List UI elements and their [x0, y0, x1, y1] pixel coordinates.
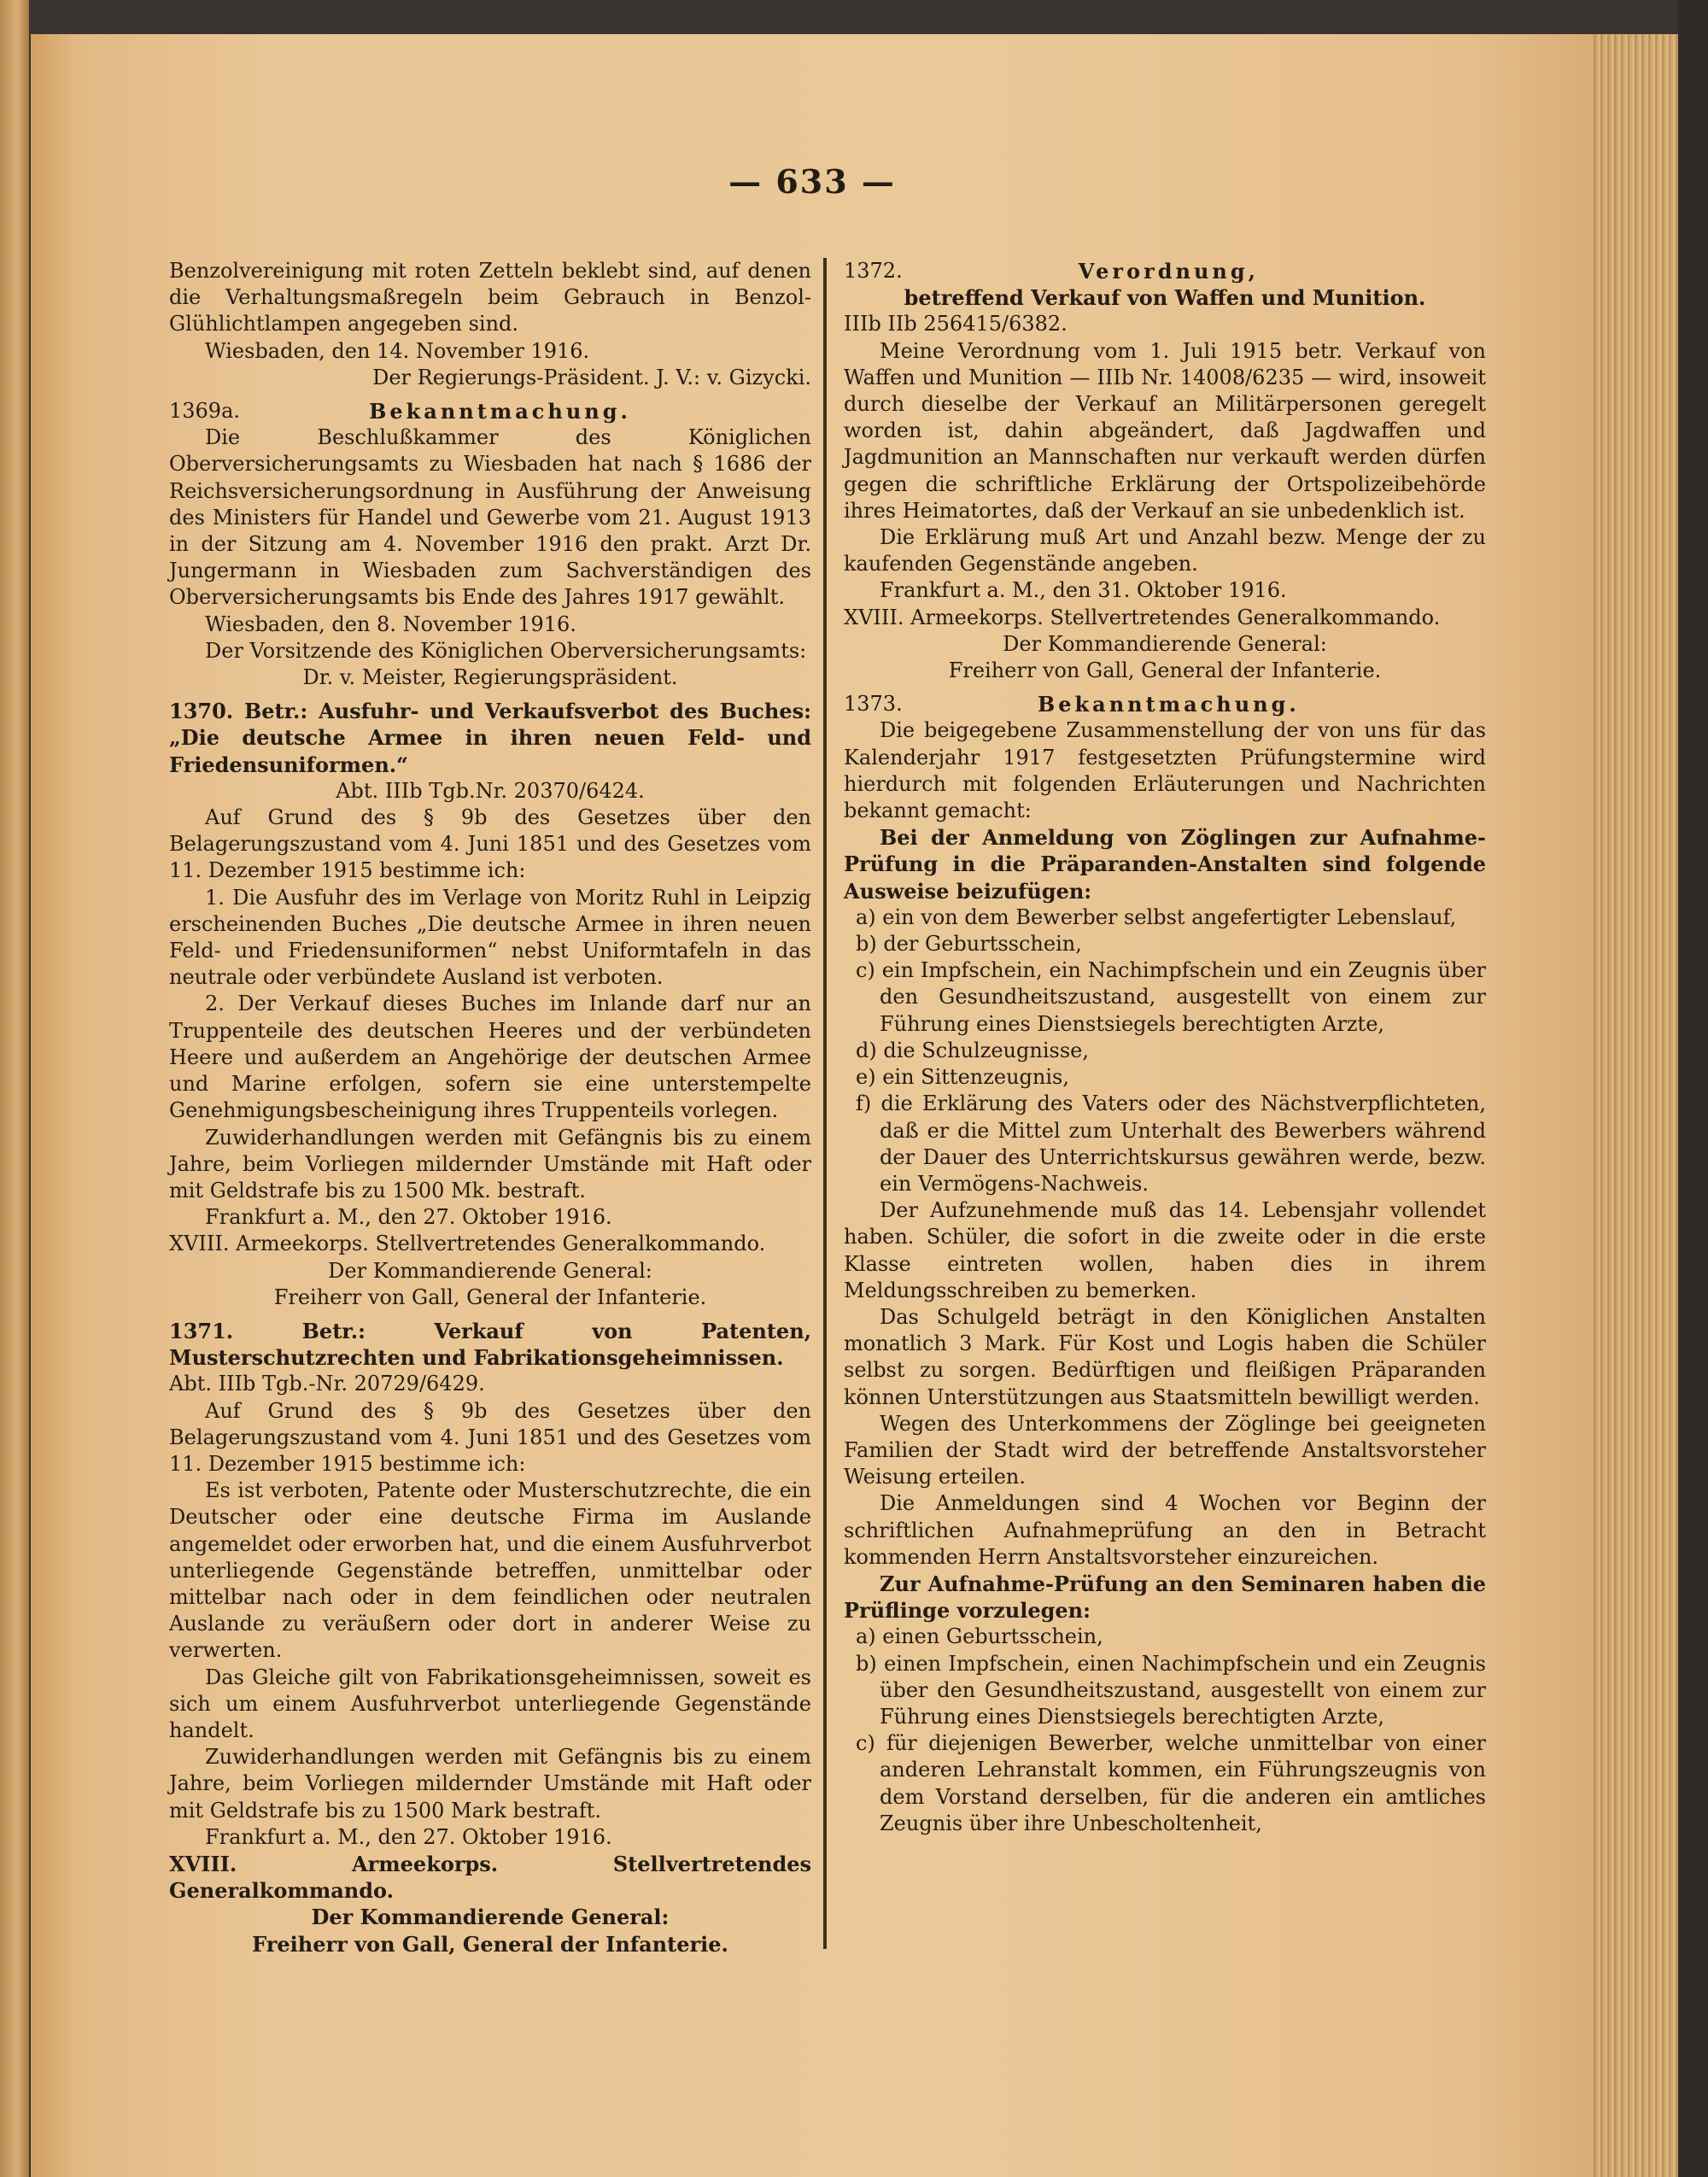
intro-signature: Der Regierungs-Präsident. J. V.: v. Gizycki.: [372, 365, 811, 389]
column-divider: [823, 258, 827, 1949]
notice-1369a-heading: [169, 398, 811, 424]
right-column: [844, 258, 1486, 1837]
page-number: — 633 —: [728, 162, 896, 201]
commander-name: Freiherr von Gall, General der Infanterie.: [252, 1931, 728, 1957]
notice-number: 1369a.: [169, 399, 241, 424]
notice-reference: IIIb IIb 256415/6382.: [844, 312, 1068, 336]
commander-label: Der Kommandierende General:: [1003, 631, 1327, 656]
paragraph: Der Aufzunehmende muß das 14. Lebensjahr vollendet haben. Schüler, die sofort in die zweite oder in die erste Klasse eintreten wollen, haben dies in ihrem Meldungsschreiben zu bemerken.: [844, 1198, 1486, 1302]
list-item: e) ein Sittenzeugnis,: [856, 1065, 1069, 1090]
notice-1371-title: 1371. Betr.: Verkauf von Patenten, Musterschutzrechten und Fabrikationsgeheimnissen.: [169, 1318, 811, 1371]
paragraph: Auf Grund des § 9b des Gesetzes über den Belagerungszustand vom 4. Juni 1851 und des Gesetzes vom 11. Dezember 1915 bestimme ich:: [169, 1398, 811, 1476]
notice-subtitle: betreffend Verkauf von Waffen und Munition.: [904, 285, 1426, 311]
intro-date: Wiesbaden, den 14. November 1916.: [205, 338, 590, 363]
corps-line: XVIII. Armeekorps. Stellvertretendes Generalkommando.: [169, 1232, 766, 1256]
commander-name: Freiherr von Gall, General der Infanterie.: [948, 658, 1382, 683]
notice-signature-name: Dr. v. Meister, Regierungspräsident.: [302, 665, 678, 690]
notice-title: Bekanntmachung.: [369, 399, 631, 424]
book-cover: [1678, 0, 1708, 2177]
notice-date: Frankfurt a. M., den 27. Oktober 1916.: [205, 1205, 612, 1230]
list-item: c) für diejenigen Bewerber, welche unmittelbar von einer anderen Lehranstalt kommen, ein Führungszeugnis von dem Vorstand derselben, für die anderen ein amtliches Zeugnis über ihre Unbescholtenheit,: [856, 1731, 1486, 1835]
paragraph: Die Erklärung muß Art und Anzahl bezw. Menge der zu kaufenden Gegenstände angeben.: [844, 525, 1486, 576]
notice-1372-heading: [844, 258, 1486, 284]
paragraph: Das Schulgeld beträgt in den Königlichen Anstalten monatlich 3 Mark. Für Kost und Logis haben die Schüler selbst zu sorgen. Bedürftigen und fleißigen Präparanden können Unterstützungen aus Staatsmitteln bewilligt werden.: [844, 1304, 1486, 1409]
list-item: a) einen Geburtsschein,: [856, 1624, 1103, 1649]
notice-date: Wiesbaden, den 8. November 1916.: [205, 612, 576, 636]
notice-signature-line: Der Vorsitzende des Königlichen Oberversicherungsamts:: [205, 638, 807, 663]
paragraph: Bei der Anmeldung von Zöglingen zur Aufnahme-Prüfung in die Präparanden-Anstalten sind folgende Ausweise beizufügen:: [844, 825, 1486, 904]
paragraph: Die Anmeldungen sind 4 Wochen vor Beginn der schriftlichen Aufnahmeprüfung an den in Betracht kommenden Herrn Anstaltsvorsteher einzureichen.: [844, 1491, 1486, 1569]
paragraph: Auf Grund des § 9b des Gesetzes über den Belagerungszustand vom 4. Juni 1851 und des Gesetzes vom 11. Dezember 1915 bestimme ich:: [169, 805, 811, 883]
paragraph: Es ist verboten, Patente oder Musterschutzrechte, die ein Deutscher oder eine deutsche Firma im Auslande angemeldet oder erworben hat, und die einem Ausfuhrverbot unterliegende Gegenstände betreffen, unmittelbar oder mittelbar nach oder in dem feindlichen oder neutralen Auslande zu veräußern oder dort in anderer Weise zu verwerten.: [169, 1478, 811, 1663]
list-item: d) die Schulzeugnisse,: [856, 1038, 1089, 1062]
paragraph: Meine Verordnung vom 1. Juli 1915 betr. Verkauf von Waffen und Munition — IIIb Nr. 14008/6235 — wird, insoweit durch dieselbe der Verkauf an Militärpersonen geregelt worden ist, dahin abgeändert, daß Jagdwaffen und Jagdmunition an Mannschaften nur verkauft werden dürfen gegen die schriftliche Erklärung der Ortspolizeibehörde ihres Heimatortes, daß der Verkauf an sie unbedenklich ist.: [844, 338, 1486, 523]
notice-date: Frankfurt a. M., den 27. Oktober 1916.: [205, 1824, 612, 1849]
notice-date: Frankfurt a. M., den 31. Oktober 1916.: [880, 578, 1287, 603]
notice-number: 1372.: [844, 259, 903, 283]
paragraph: 1. Die Ausfuhr des im Verlage von Moritz Ruhl in Leipzig erscheinenden Buches „Die deutsche Armee in ihren neuen Feld- und Friedensuniformen“ nebst Uniformtafeln in das neutrale oder verbündete Ausland ist verboten.: [169, 885, 811, 990]
paragraph: Zur Aufnahme-Prüfung an den Seminaren haben die Prüflinge vorzulegen:: [844, 1571, 1486, 1624]
paragraph: Das Gleiche gilt von Fabrikationsgeheimnissen, soweit es sich um einem Ausfuhrverbot unterliegende Gegenstände handelt.: [169, 1665, 811, 1742]
notice-number: 1373.: [844, 692, 903, 717]
list-item: a) ein von dem Bewerber selbst angefertigter Lebenslauf,: [856, 904, 1457, 929]
commander-name: Freiherr von Gall, General der Infanterie.: [273, 1285, 707, 1309]
paragraph: Die beigegebene Zusammenstellung der von uns für das Kalenderjahr 1917 festgesetzten Prüfungstermine wird hierdurch mit folgenden Erläuterungen und Nachrichten bekannt gemacht:: [844, 718, 1486, 823]
corps-line: XVIII. Armeekorps. Stellvertretendes Generalkommando.: [844, 605, 1441, 629]
notice-1370-title: 1370. Betr.: Ausfuhr- und Verkaufsverbot des Buches: „Die deutsche Armee in ihren neuen Feld- und Friedensuniformen.“: [169, 699, 811, 777]
paragraph: Zuwiderhandlungen werden mit Gefängnis bis zu einem Jahre, beim Vorliegen mildernder Umstände mit Haft oder mit Geldstrafe bis zu 1500 Mark bestraft.: [169, 1745, 811, 1823]
page: [31, 34, 1594, 2177]
binding-left-edge: [0, 0, 29, 2177]
list-item: f) die Erklärung des Vaters oder des Nächstverpflichteten, daß er die Mittel zum Unterhalt des Bewerbers während der Dauer des Unterrichtskursus gewähren werde, bezw. ein Vermögens-Nachweis.: [856, 1091, 1486, 1196]
notice-reference: Abt. IIIb Tgb.-Nr. 20729/6429.: [169, 1372, 485, 1396]
list-item: b) einen Impfschein, einen Nachimpfschein und ein Zeugnis über den Gesundheitszustand, ausgestellt von einem zur Führung eines Dienstsiegels berechtigten Arzte,: [856, 1651, 1486, 1729]
corps-line: XVIII. Armeekorps. Stellvertretendes Generalkommando.: [169, 1851, 811, 1904]
paragraph: Zuwiderhandlungen werden mit Gefängnis bis zu einem Jahre, beim Vorliegen mildernder Umstände mit Haft oder mit Geldstrafe bis zu 1500 Mk. bestraft.: [169, 1125, 811, 1203]
notice-reference: Abt. IIIb Tgb.Nr. 20370/6424.: [336, 778, 645, 803]
notice-body: Die Beschlußkammer des Königlichen Oberversicherungsamts zu Wiesbaden hat nach § 1686 der Reichsversicherungsordnung in Ausführung der Anweisung des Ministers für Handel und Gewerbe vom 21. August 1913 in der Sitzung am 4. November 1916 den prakt. Arzt Dr. Jungermann in Wiesbaden zum Sachverständigen des Oberversicherungsamts bis Ende des Jahres 1917 gewählt.: [169, 425, 811, 610]
paragraph: 2. Der Verkauf dieses Buches im Inlande darf nur an Truppenteile des deutschen Heeres und der verbündeten Heere und außerdem an Angehörige der deutschen Armee und Marine erfolgen, sofern sie eine unterstempelte Genehmigungsbescheinigung ihres Truppenteils vorlegen.: [169, 992, 811, 1123]
intro-text: Benzolvereinigung mit roten Zetteln beklebt sind, auf denen die Verhaltungsmaßregeln beim Gebrauch in Benzol-Glühlichtlampen angegeben sind.: [169, 259, 811, 336]
paragraph: Wegen des Unterkommens der Zöglinge bei geeigneten Familien der Stadt wird der betreffende Anstaltsvorsteher Weisung erteilen.: [844, 1411, 1486, 1489]
notice-1373-heading: [844, 691, 1486, 717]
list-item: c) ein Impfschein, ein Nachimpfschein und ein Zeugnis über den Gesundheitszustand, ausgestellt von einem zur Führung eines Dienstsiegels berechtigten Arzte,: [856, 958, 1486, 1036]
list-item: b) der Geburtsschein,: [856, 932, 1082, 957]
commander-label: Der Kommandierende General:: [328, 1258, 652, 1283]
left-column: [169, 258, 811, 1958]
commander-label: Der Kommandierende General:: [311, 1905, 670, 1930]
notice-title: Bekanntmachung.: [1037, 692, 1300, 717]
notice-title: Verordnung,: [1078, 259, 1259, 284]
